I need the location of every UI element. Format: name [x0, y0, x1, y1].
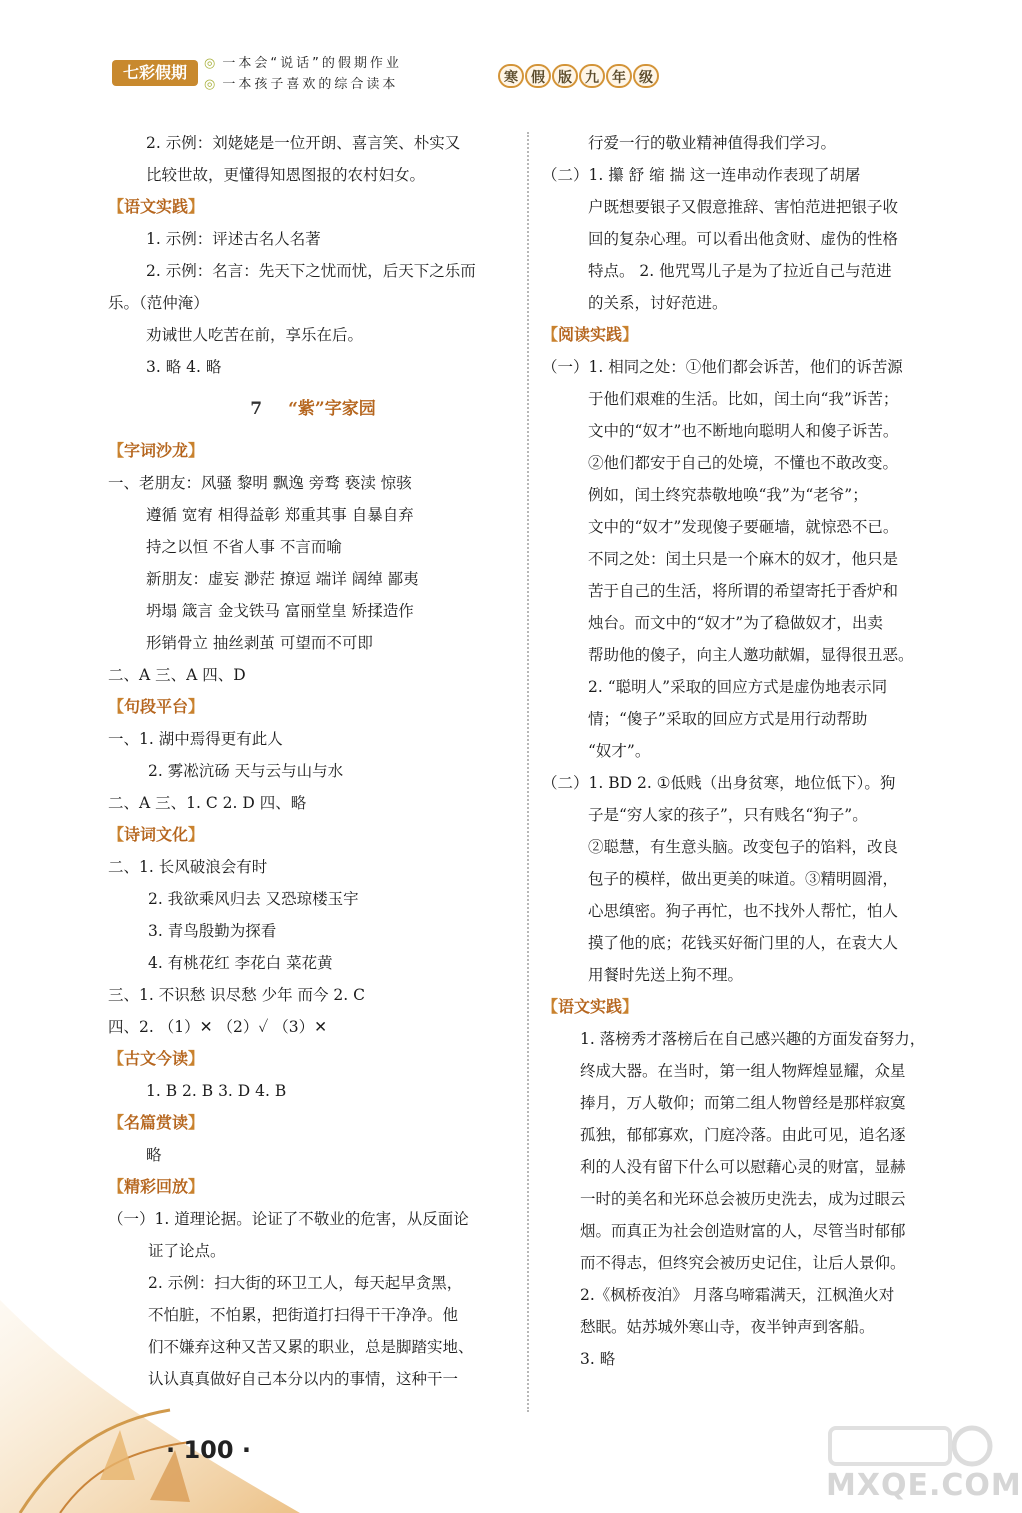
bracket-right: 】 — [188, 1177, 205, 1196]
answer-line: 子是“穷人家的孩子”，只有贱名“狗子”。 — [588, 806, 868, 824]
answer-line: 帮助他的傻子，向主人邀功献媚，显得很丑恶。 — [588, 646, 914, 664]
answer-line: 不怕脏，不怕累，把街道打扫得干干净净。他 — [148, 1306, 459, 1324]
watermark-text: MXQE.COM — [826, 1468, 1022, 1503]
bullet-icon: ◎ — [204, 77, 219, 92]
section-heading — [108, 1043, 518, 1075]
answer-line: 捧月，万人敬仰；而第二组人物曾经是那样寂寞 — [580, 1094, 906, 1112]
answer-line: 孤独，郁郁寡欢，门庭冷落。由此可见，追名逐 — [580, 1126, 906, 1144]
answer-line: 愁眠。姑苏城外寒山寺，夜半钟声到客船。 — [580, 1318, 875, 1336]
answer-line: 包子的模样，做出更美的味道。③精明圆滑， — [588, 870, 899, 888]
section-heading-text: 阅读实践 — [558, 325, 623, 344]
slogan-1: 一本会“说话”的假期作业 — [222, 56, 402, 71]
answer-line: 劝诫世人吃苦在前，享乐在后。 — [146, 326, 364, 344]
bracket-left: 【 — [108, 197, 125, 216]
section-heading — [542, 991, 954, 1023]
answer-line: 而不得志，但终究会被历史记住，让后人景仰。 — [580, 1254, 906, 1272]
answer-line: 烟。而真正为社会创造财富的人，尽管当时郁郁 — [580, 1222, 906, 1240]
answer-line: 4. 有桃花红 李花白 菜花黄 — [148, 954, 333, 972]
answer-line: 文中的“奴才”也不断地向聪明人和傻子诉苦。 — [588, 422, 899, 440]
bracket-right: 】 — [622, 325, 639, 344]
answer-line: 形销骨立 抽丝剥茧 可望而不可即 — [146, 634, 373, 652]
bracket-right: 】 — [188, 825, 205, 844]
answer-line: 二、A 三、A 四、D — [108, 666, 246, 684]
section-heading — [108, 191, 518, 223]
answer-line: 户既想要银子又假意推辞、害怕范进把银子收 — [588, 198, 899, 216]
answer-line: 一时的美名和光环总会被历史洗去，成为过眼云 — [580, 1190, 906, 1208]
answer-line: 特点。 2. 他咒骂儿子是为了拉近自己与范进 — [588, 262, 892, 280]
edition-char: 级 — [633, 64, 659, 88]
unit-number: 7 — [250, 399, 263, 419]
answer-line: 一、1. 湖中焉得更有此人 — [108, 730, 283, 748]
page-header — [112, 50, 672, 96]
bracket-left: 【 — [542, 325, 559, 344]
bracket-right: 】 — [188, 441, 205, 460]
answer-line: 终成大器。在当时，第一组人物辉煌显耀，众星 — [580, 1062, 906, 1080]
section-heading-text: 句段平台 — [124, 697, 189, 716]
unit-title — [108, 383, 518, 435]
answer-line: （一）1. 道理论据。论证了不敬业的危害，从反面论 — [108, 1210, 469, 1228]
edition-char: 版 — [552, 64, 578, 88]
answer-line: 回的复杂心理。可以看出他贪财、虚伪的性格 — [588, 230, 899, 248]
section-heading-text: 名篇赏读 — [124, 1113, 189, 1132]
answer-line: 心思缜密。狗子再忙，也不找外人帮忙，怕人 — [588, 902, 899, 920]
answer-line: 2. 我欲乘风归去 又恐琼楼玉宇 — [148, 890, 359, 908]
answer-line: 二、1. 长风破浪会有时 — [108, 858, 268, 876]
answer-line: （二）1. 攥 舒 缩 揣 这一连串动作表现了胡屠 — [542, 166, 861, 184]
answer-line: 证了论点。 — [148, 1242, 226, 1260]
answer-line: （一）1. 相同之处：①他们都会诉苦，他们的诉苦源 — [542, 358, 903, 376]
section-heading — [108, 435, 518, 467]
answer-line: 1. 示例：评述古名人名著 — [146, 230, 321, 248]
section-heading-text: 语文实践 — [124, 197, 189, 216]
section-heading-text: 诗词文化 — [124, 825, 189, 844]
answer-line: 烛台。而文中的“奴才”为了稳做奴才，出卖 — [588, 614, 883, 632]
answer-line: 2. 示例：名言：先天下之忧而忧，后天下之乐而 — [146, 262, 476, 280]
answer-line: 行爱一行的敬业精神值得我们学习。 — [588, 134, 837, 152]
answer-line: ②聪慧，有生意头脑。改变包子的馅料，改良 — [588, 838, 899, 856]
bracket-right: 】 — [188, 1113, 205, 1132]
answer-line: 情；“傻子”采取的回应方式是用行动帮助 — [588, 710, 868, 728]
right-column — [542, 127, 954, 1375]
bracket-right: 】 — [188, 1049, 205, 1068]
section-heading — [108, 691, 518, 723]
answer-line: 比较世故，更懂得知恩图报的农村妇女。 — [146, 166, 426, 184]
bracket-left: 【 — [108, 1049, 125, 1068]
answer-line: 3. 略 — [580, 1350, 616, 1368]
section-heading — [108, 819, 518, 851]
column-divider — [527, 132, 529, 1412]
answer-line: 摸了他的底；花钱买好衙门里的人，在袁大人 — [588, 934, 899, 952]
answer-line: 利的人没有留下什么可以慰藉心灵的财富，显赫 — [580, 1158, 906, 1176]
answer-line: 新朋友：虚妄 渺茫 撩逗 端详 阔绰 鄙夷 — [146, 570, 419, 588]
answer-line: 四、2. （1）✕ （2）✓ （3）✕ — [108, 1018, 328, 1036]
answer-line: 不同之处：闰土只是一个麻木的奴才，他只是 — [588, 550, 899, 568]
slogan-2: 一本孩子喜欢的综合读本 — [222, 77, 399, 92]
edition-char: 九 — [579, 64, 605, 88]
answer-line: 乐。（范仲淹） — [108, 294, 209, 312]
edition-char: 假 — [525, 64, 551, 88]
answer-line: ②他们都安于自己的处境，不懂也不敢改变。 — [588, 454, 899, 472]
section-heading-text: 语文实践 — [558, 997, 623, 1016]
bullet-icon: ◎ — [204, 56, 219, 71]
answer-line: “奴才”。 — [588, 742, 651, 760]
bracket-right: 】 — [188, 697, 205, 716]
answer-line: 2. “聪明人”采取的回应方式是虚伪地表示同 — [588, 678, 888, 696]
bracket-left: 【 — [108, 697, 125, 716]
answer-line: 持之以恒 不省人事 不言而喻 — [146, 538, 342, 556]
bracket-left: 【 — [108, 1113, 125, 1132]
section-heading-text: 精彩回放 — [124, 1177, 189, 1196]
left-column — [108, 127, 518, 1395]
section-heading-text: 字词沙龙 — [124, 441, 189, 460]
answer-line: 1. 落榜秀才落榜后在自己感兴趣的方面发奋努力， — [580, 1030, 926, 1048]
answer-line: 例如，闰土终究恭敬地唤“我”为“老爷”； — [588, 486, 868, 504]
answer-line: 用餐时先送上狗不理。 — [588, 966, 744, 984]
answer-line: 2. 雾凇沆砀 天与云与山与水 — [148, 762, 344, 780]
slogans — [204, 53, 402, 95]
answer-line: 二、A 三、1. C 2. D 四、略 — [108, 794, 307, 812]
answer-line: 2. 示例：刘姥姥是一位开朗、喜言笑、朴实又 — [146, 134, 461, 152]
answer-line: 略 — [146, 1146, 162, 1164]
answer-line: 遵循 宽宥 相得益彰 郑重其事 自暴自弃 — [146, 506, 414, 524]
answer-line: 3. 青鸟殷勤为探看 — [148, 922, 277, 940]
answer-line: 文中的“奴才”发现傻子要砸墙，就惊恐不已。 — [588, 518, 899, 536]
section-heading — [108, 1171, 518, 1203]
answer-line: 于他们艰难的生活。比如，闰土向“我”诉苦； — [588, 390, 899, 408]
bracket-right: 】 — [188, 197, 205, 216]
edition-char: 寒 — [498, 64, 524, 88]
bracket-left: 【 — [108, 825, 125, 844]
answer-line: （二）1. BD 2. ①低贱（出身贫寒，地位低下）。狗 — [542, 774, 896, 792]
section-heading — [108, 1107, 518, 1139]
bracket-left: 【 — [542, 997, 559, 1016]
answer-line: 苦于自己的生活，将所谓的希望寄托于香炉和 — [588, 582, 899, 600]
bracket-left: 【 — [108, 441, 125, 460]
answer-line: 3. 略 4. 略 — [146, 358, 222, 376]
brand-label: 七彩假期 — [112, 60, 198, 86]
section-heading-text: 古文今读 — [124, 1049, 189, 1068]
answer-line: 认认真真做好自己本分以内的事情，这种干一 — [148, 1370, 459, 1388]
unit-title-text: “紫”字家园 — [288, 399, 376, 419]
edition-badge — [498, 64, 659, 88]
bracket-right: 】 — [622, 997, 639, 1016]
page-number: · 100 · — [166, 1436, 252, 1464]
bracket-left: 【 — [108, 1177, 125, 1196]
answer-line: 1. B 2. B 3. D 4. B — [146, 1082, 287, 1100]
edition-char: 年 — [606, 64, 632, 88]
section-heading — [542, 319, 954, 351]
answer-line: 一、老朋友：风骚 黎明 飘逸 旁骛 亵渎 惊骇 — [108, 474, 412, 492]
answer-line: 2.《枫桥夜泊》 月落乌啼霜满天，江枫渔火对 — [580, 1286, 895, 1304]
answer-line: 2. 示例：扫大街的环卫工人，每天起早贪黑， — [148, 1274, 463, 1292]
answer-line: 们不嫌弃这种又苦又累的职业，总是脚踏实地、 — [148, 1338, 474, 1356]
answer-line: 坍塌 箴言 金戈铁马 富丽堂皇 矫揉造作 — [146, 602, 414, 620]
answer-line: 三、1. 不识愁 识尽愁 少年 而今 2. C — [108, 986, 365, 1004]
answer-line: 的关系，讨好范进。 — [588, 294, 728, 312]
